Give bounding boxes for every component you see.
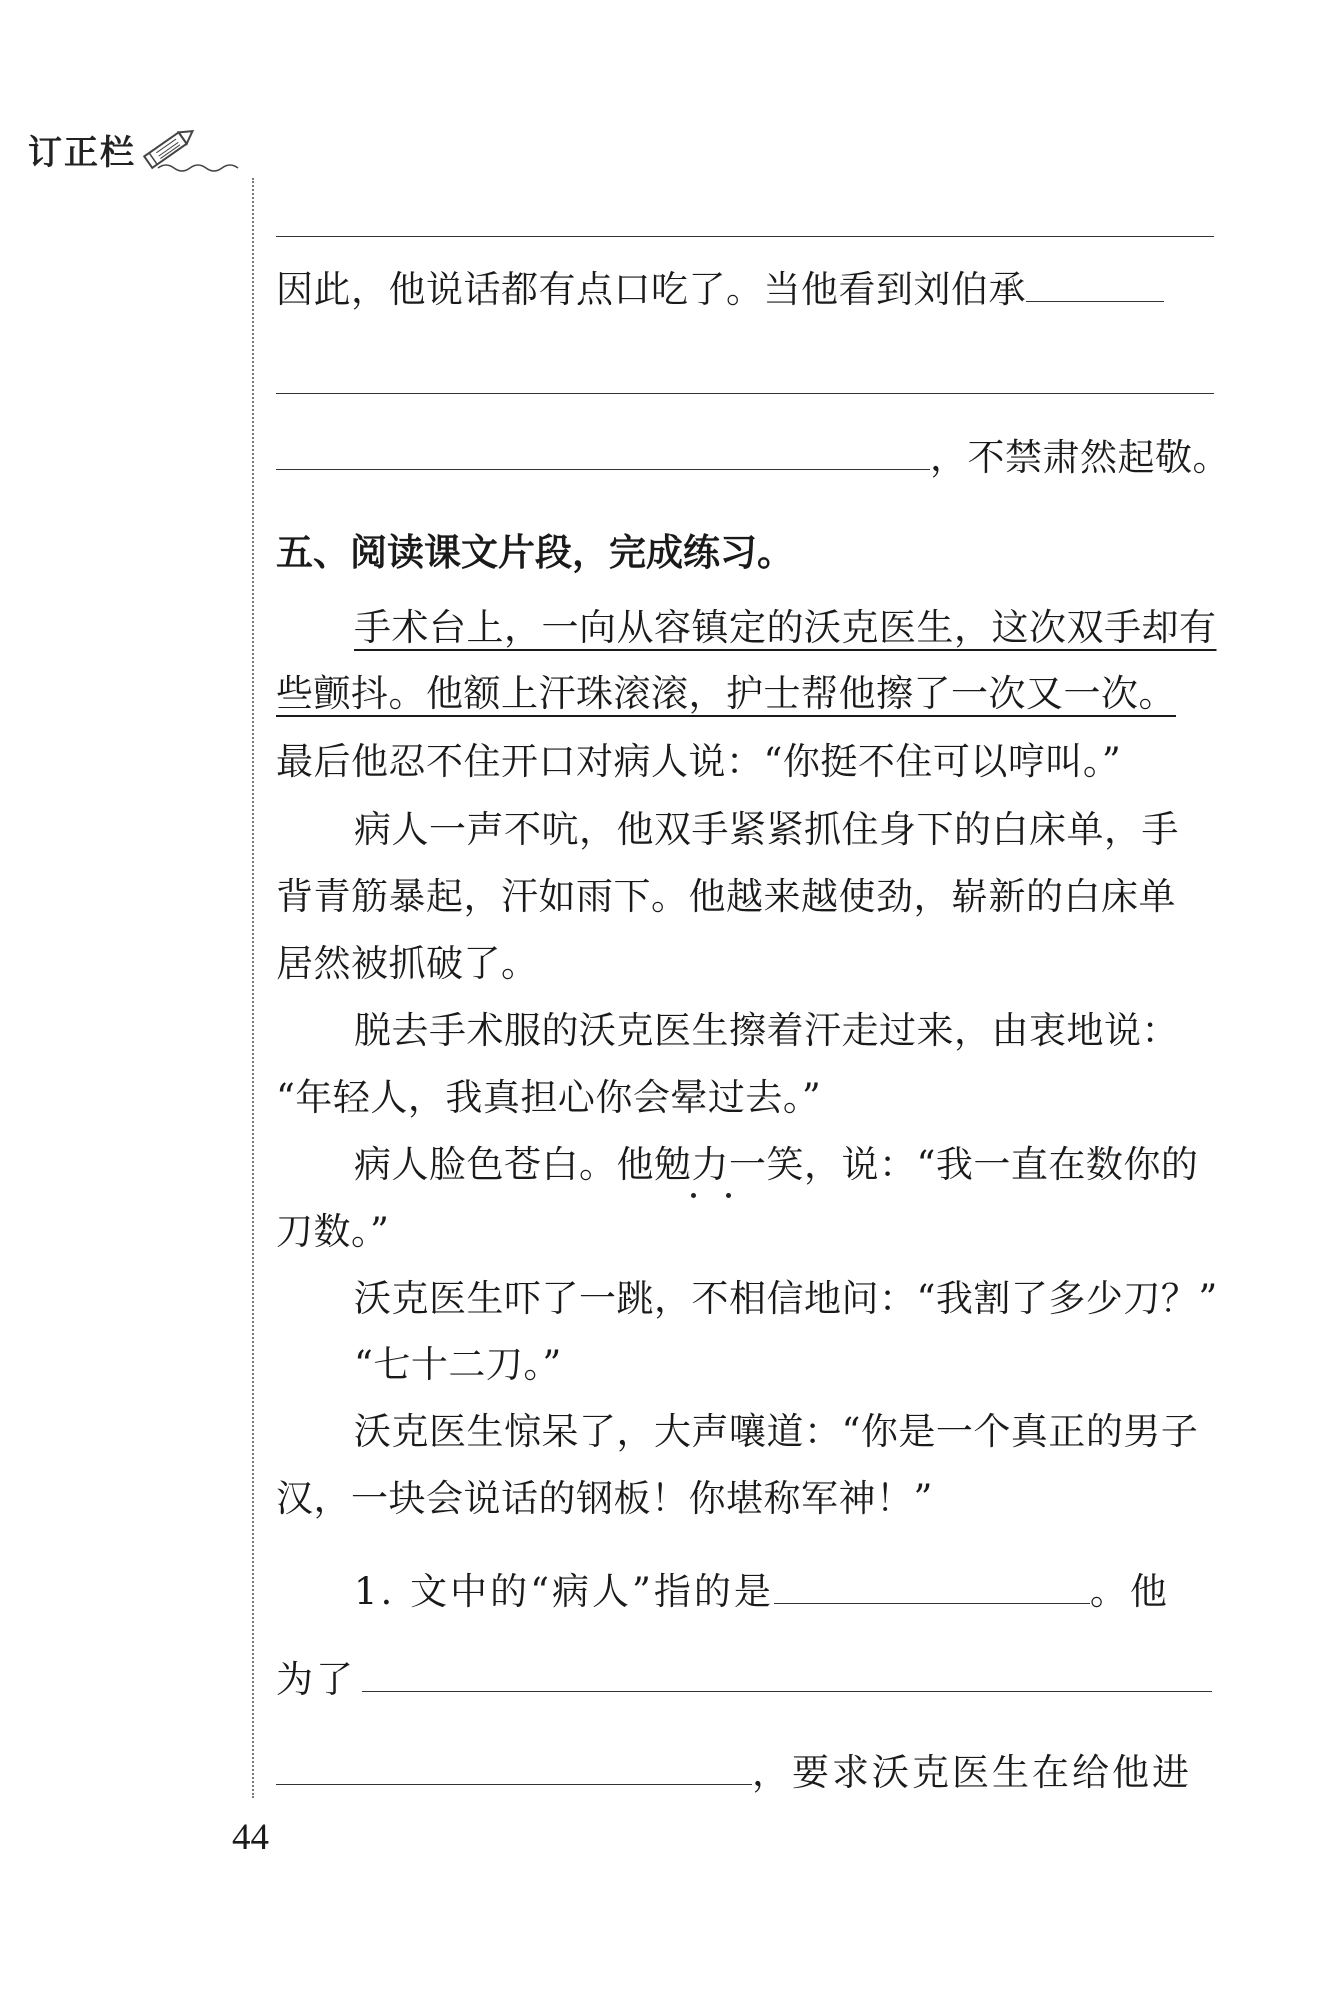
fill-in-line-2 — [276, 434, 1230, 482]
passage-line: 些颤抖。他额上汗珠滚滚，护士帮他擦了一次又一次。 — [276, 672, 1176, 715]
question-text: ，要求沃克医生在给他进 — [752, 1751, 1192, 1794]
passage-line: “年轻人，我真担心你会晕过去。” — [276, 1076, 822, 1119]
pencil-icon — [138, 128, 248, 176]
passage-line: 沃克医生吓了一跳，不相信地问：“我割了多少刀？” — [354, 1277, 1218, 1320]
answer-blank[interactable] — [774, 1602, 1090, 1604]
fill-in-text: ，不禁肃然起敬。 — [930, 436, 1230, 479]
emphasis-dot — [691, 1193, 696, 1198]
fill-in-text: 因此，他说话都有点口吃了。当他看到刘伯承 — [276, 268, 1026, 311]
answer-blank[interactable] — [362, 1690, 1212, 1692]
fill-in-line-1 — [276, 266, 1164, 314]
answer-blank[interactable] — [276, 468, 930, 470]
correction-column-title: 订正栏 — [28, 133, 136, 173]
question-1-line-1 — [354, 1568, 1170, 1616]
answer-blank[interactable] — [276, 1783, 752, 1785]
section-heading: 五、阅读课文片段，完成练习。 — [276, 531, 794, 574]
page-number: 44 — [232, 1817, 269, 1858]
passage-line: 病人脸色苍白。他勉力一笑，说：“我一直在数你的 — [354, 1143, 1199, 1186]
correction-column-header — [28, 122, 248, 173]
question-1-line-2 — [276, 1656, 1212, 1704]
passage-line: “七十二刀。” — [354, 1343, 562, 1386]
question-text: 为了 — [276, 1658, 356, 1701]
question-1-line-3 — [276, 1749, 1192, 1797]
passage-line: 脱去手术服的沃克医生擦着汗走过来，由衷地说： — [354, 1009, 1179, 1052]
passage-line: 沃克医生惊呆了，大声嚷道：“你是一个真正的男子 — [354, 1410, 1199, 1453]
question-text: 。他 — [1089, 1570, 1170, 1613]
margin-divider — [252, 178, 254, 1798]
passage-line: 背青筋暴起，汗如雨下。他越来越使劲，崭新的白床单 — [276, 875, 1176, 918]
answer-blank[interactable] — [1026, 300, 1164, 302]
question-text: 1. 文中的“病人”指的是 — [354, 1570, 774, 1613]
answer-line[interactable] — [276, 236, 1214, 237]
answer-line[interactable] — [276, 393, 1214, 394]
passage-line: 病人一声不吭，他双手紧紧抓住身下的白床单，手 — [354, 808, 1179, 851]
emphasis-dot — [726, 1193, 731, 1198]
passage-line: 居然被抓破了。 — [276, 942, 539, 985]
passage-line: 刀数。” — [276, 1210, 390, 1253]
passage-line: 最后他忍不住开口对病人说：“你挺不住可以哼叫。” — [276, 740, 1122, 783]
passage-line: 手术台上，一向从容镇定的沃克医生，这次双手却有 — [354, 606, 1217, 649]
passage-line: 汉，一块会说话的钢板！你堪称军神！” — [276, 1477, 933, 1520]
